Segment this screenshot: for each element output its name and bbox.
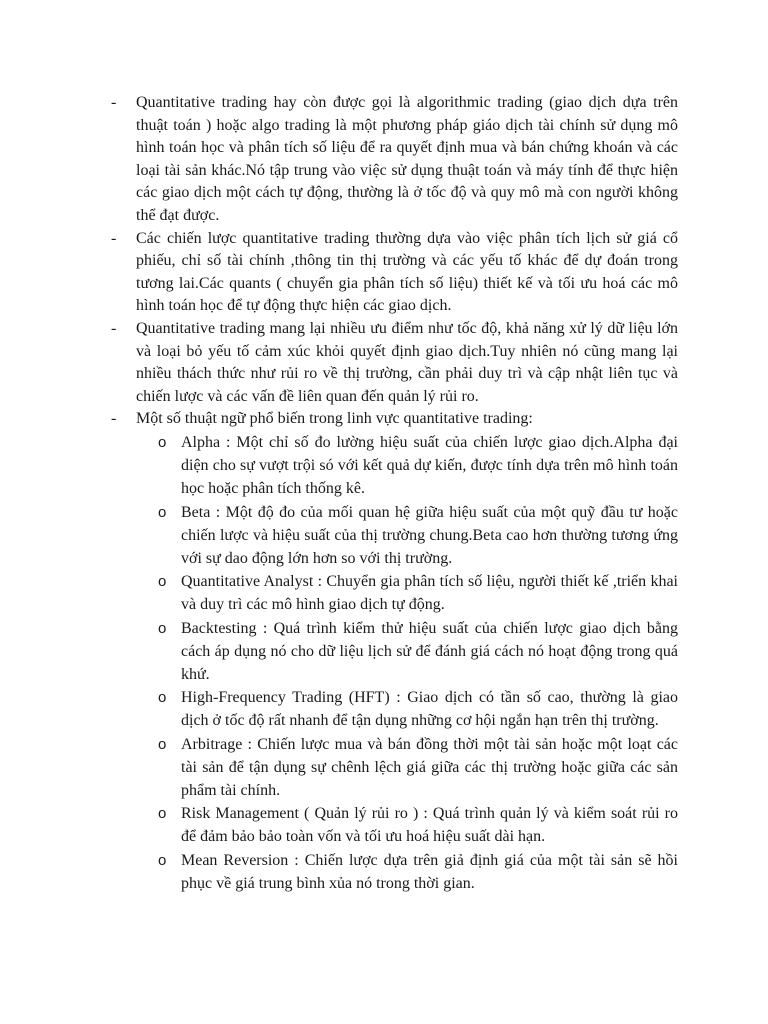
paragraph-text: Quantitative trading mang lại nhiều ưu điểm như tốc độ, khả năng xử lý dữ liệu lớn và loại bỏ yếu tố cảm xúc khỏi quyết định giao dịch.Tuy nhiên nó cũng mang lại nhiều thách thức như rủi ro về thị trường, cần phải duy trì và cập nhật liên tục và chiến lược và các vấn đề liên quan đến quản lý rủi ro. xyxy=(136,319,678,405)
term-text: Arbitrage : Chiến lược mua và bán đồng thời một tài sản hoặc một loạt các tài sản để tận dụng sự chênh lệch giá giữa các thị trường hoặc giữa các sản phẩm tài chính. xyxy=(181,735,678,799)
dash-bullet: - xyxy=(111,229,117,247)
paragraph-text: Các chiến lược quantitative trading thường dựa vào việc phân tích lịch sử giá cổ phiếu, chỉ số tài chính ,thông tin thị trường và các yếu tố khác để dự đoán trong tương lai.Các quants ( chuyển gia phân tích số liệu) thiết kế và tối ưu hoá các mô hình toán học để tự động thực hiện các giao dịch. xyxy=(136,229,678,315)
circle-bullet: o xyxy=(158,573,167,591)
paragraph-text: Quantitative trading hay còn được gọi là algorithmic trading (giao dịch dựa trên thuật toán ) hoặc algo trading là một phương pháp giáo dịch tài chính sử dụng mô hình toán học và phân tích số liệu để ra quyết định mua và bán chứng khoán và các loại tài sản khác.Nó tập trung vào việc sử dụng thuật toán và máy tính để thực hiện các giao dịch một cách tự động, thường là ở tốc độ và quy mô mà con người không thể đạt được. xyxy=(136,94,678,224)
term-text: High-Frequency Trading (HFT) : Giao dịch có tần số cao, thường là giao dịch ở tốc độ rất nhanh để tận dụng những cơ hội ngắn hạn trên thị trường. xyxy=(181,689,678,730)
term-item xyxy=(158,686,678,732)
term-text: Alpha : Một chỉ số đo lường hiệu suất của chiến lược giao dịch.Alpha đại diện cho sự vượt trội só với kết quả dự kiến, được tính dựa trên mô hình toán học hoặc phân tích thống kê. xyxy=(181,433,678,498)
term-text: Quantitative Analyst : Chuyển gia phân tích số liệu, người thiết kế ,triển khai và duy trì các mô hình giao dịch tự động. xyxy=(181,573,678,614)
term-text: Risk Management ( Quản lý rủi ro ) : Quá trình quản lý và kiểm soát rủi ro để đảm bảo bảo toàn vốn và tối ưu hoá hiệu suất dài hạn. xyxy=(181,805,678,846)
dash-bullet: - xyxy=(111,94,117,111)
circle-bullet: o xyxy=(158,689,167,707)
circle-bullet: o xyxy=(158,805,167,823)
term-item xyxy=(158,802,678,848)
term-item xyxy=(158,501,678,571)
circle-bullet: o xyxy=(158,433,167,451)
term-item xyxy=(158,617,678,687)
main-bullet-list xyxy=(0,92,768,895)
circle-bullet: o xyxy=(158,735,167,753)
term-item xyxy=(158,849,678,895)
term-text: Backtesting : Quá trình kiểm thử hiệu suất của chiến lược giao dịch bằng cách áp dụng nó cho dữ liệu lịch sử để đánh giá cách nó hoạt động trong quá khứ. xyxy=(181,619,678,683)
term-text: Beta : Một độ đo của mối quan hệ giữa hiệu suất của một quỹ đầu tư hoặc chiến lược và hiệu suất của thị trường chung.Beta cao hơn thường tương ứng với sự dao động lớn hơn so với thị trường. xyxy=(181,503,678,567)
terms-sub-list xyxy=(136,431,678,895)
term-item xyxy=(158,733,678,803)
circle-bullet: o xyxy=(158,851,167,869)
terms-intro-text: Một số thuật ngữ phổ biến trong linh vực quantitative trading: xyxy=(136,410,533,428)
term-item xyxy=(158,570,678,616)
list-item-terms xyxy=(111,408,678,895)
term-item xyxy=(158,431,678,501)
dash-bullet: - xyxy=(111,319,117,337)
list-item xyxy=(111,92,678,228)
list-item xyxy=(111,228,678,318)
circle-bullet: o xyxy=(158,619,167,637)
dash-bullet: - xyxy=(111,410,117,428)
list-item xyxy=(111,318,678,408)
term-text: Mean Reversion : Chiến lược dựa trên giả định giá của một tài sản sẽ hồi phục về giá trung bình xủa nó trong thời gian. xyxy=(181,851,678,892)
circle-bullet: o xyxy=(158,503,167,521)
